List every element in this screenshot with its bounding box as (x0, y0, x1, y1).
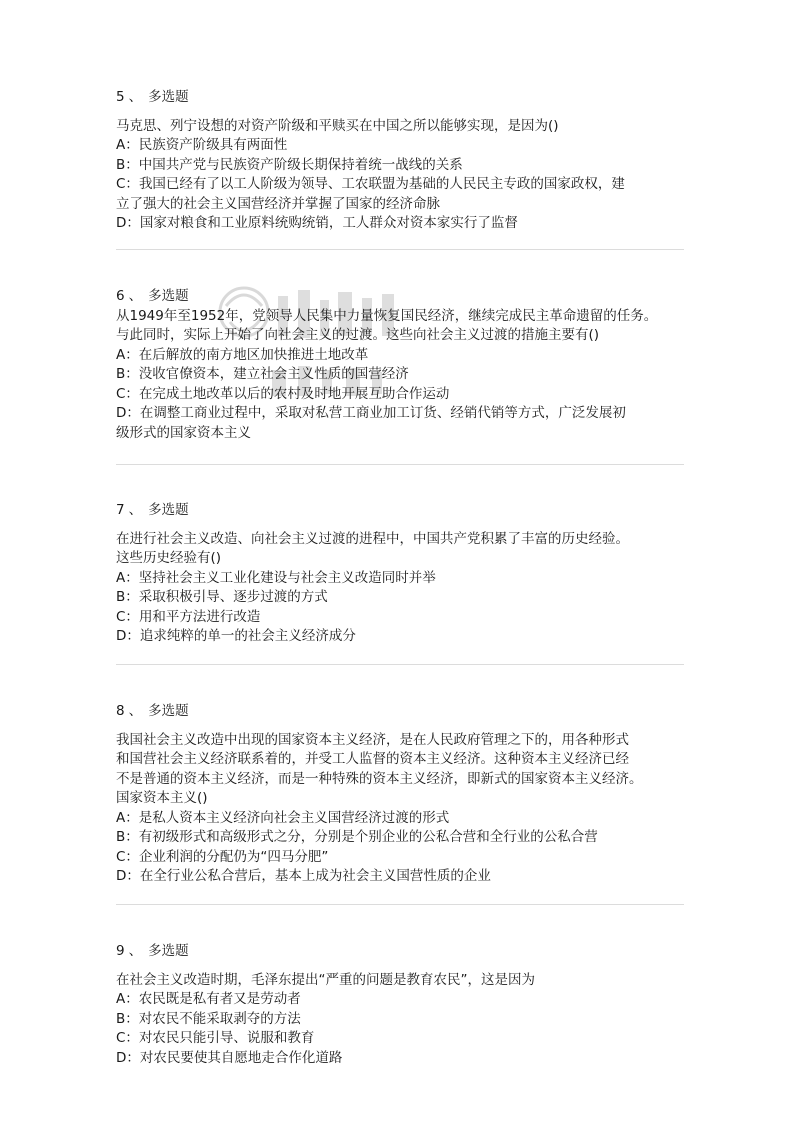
question-type: 多选题 (148, 502, 189, 518)
option-letter: A： (116, 346, 139, 363)
question-stem (116, 117, 688, 137)
question-number: 6 (116, 288, 125, 304)
question-stem-line: 国家资本主义() (116, 790, 208, 806)
question-type: 多选题 (148, 943, 189, 959)
option-letter: A： (116, 137, 139, 153)
question-number: 5 (116, 89, 125, 105)
option-a (116, 136, 688, 156)
option-text: 对农民不能采取剥夺的方法 (138, 1010, 301, 1027)
option-b (116, 828, 688, 848)
option-letter: C： (116, 1030, 139, 1046)
option-c (116, 848, 688, 868)
option-text: 是私人资本主义经济向社会主义国营经济过渡的形式 (138, 809, 450, 826)
option-d (116, 1049, 688, 1069)
question-7 (116, 501, 688, 647)
question-header (116, 501, 688, 521)
option-letter: C： (116, 385, 139, 402)
option-c (116, 608, 688, 628)
question-separator: 、 (128, 943, 143, 959)
option-letter: A： (116, 569, 139, 586)
question-stem-line: 不是普通的资本主义经济，而是一种特殊的资本主义经济，即新式的国家资本主义经济。 (116, 770, 643, 787)
option-letter: C： (116, 848, 139, 865)
option-a (116, 569, 688, 589)
question-stem-line: 这些历史经验有() (116, 550, 222, 566)
option-letter: B： (116, 366, 139, 382)
option-letter: D： (116, 628, 140, 644)
option-text: 企业利润的分配仍为“四马分肥” (138, 848, 329, 865)
question-9 (116, 942, 688, 1068)
option-text-continued: 级形式的国家资本主义 (116, 424, 251, 441)
option-letter: D： (116, 868, 140, 884)
option-text: 没收官僚资本，建立社会主义性质的国营经济 (138, 366, 409, 382)
option-text: 对农民要使其自愿地走合作化道路 (139, 1049, 343, 1066)
option-a (116, 809, 688, 829)
option-letter: D： (116, 1049, 140, 1066)
question-stem (116, 530, 688, 569)
question-stem (116, 307, 688, 346)
question-8 (116, 702, 688, 887)
question-separator: 、 (128, 502, 143, 518)
question-type: 多选题 (148, 703, 189, 719)
question-stem-line: 和国营社会主义经济联系着的，并受工人监督的资本主义经济。这种资本主义经济已经 (116, 751, 629, 767)
option-letter: B： (116, 829, 139, 845)
question-stem-line: 与此同时，实际上开始了向社会主义的过渡。这些向社会主义过渡的措施主要有() (116, 327, 600, 343)
option-text-continued: 立了强大的社会主义国营经济并掌握了国家的经济命脉 (116, 195, 440, 212)
question-6 (116, 287, 688, 443)
option-text: 在调整工商业过程中，采取对私营工商业加工订货、经销代销等方式，广泛发展初 (139, 405, 626, 421)
option-text: 国家对粮食和工业原料统购统销，工人群众对资本家实行了监督 (139, 215, 518, 231)
question-stem-line: 从1949年至1952年，党领导人民集中力量恢复国民经济，继续完成民主革命遗留的任务。 (116, 307, 658, 324)
question-header (116, 88, 688, 108)
question-header (116, 942, 688, 962)
question-stem-line: 在社会主义改造时期，毛泽东提出“严重的问题是教育农民”，这是因为 (116, 971, 535, 988)
option-b (116, 156, 688, 176)
option-text: 在全行业公私合营后，基本上成为社会主义国营性质的企业 (139, 868, 491, 884)
option-a (116, 990, 688, 1010)
option-text: 追求纯粹的单一的社会主义经济成分 (139, 628, 356, 644)
option-text: 有初级形式和高级形式之分，分别是个别企业的公私合营和全行业的公私合营 (138, 829, 598, 845)
option-letter: B： (116, 589, 139, 605)
option-letter: B： (116, 1010, 139, 1027)
option-text: 采取积极引导、逐步过渡的方式 (138, 589, 328, 605)
question-type: 多选题 (148, 288, 189, 304)
question-number: 7 (116, 502, 125, 518)
question-5 (116, 88, 688, 234)
option-letter: C： (116, 608, 139, 625)
question-stem-line: 我国社会主义改造中出现的国家资本主义经济，是在人民政府管理之下的，用各种形式 (116, 731, 629, 748)
question-number: 9 (116, 943, 125, 959)
option-text: 在完成土地改革以后的农村及时地开展互助合作运动 (138, 385, 450, 402)
question-separator: 、 (128, 288, 143, 304)
option-letter: B： (116, 156, 139, 173)
question-stem-line: 马克思、列宁设想的对资产阶级和平赎买在中国之所以能够实现，是因为() (116, 117, 559, 134)
option-b (116, 1010, 688, 1030)
question-stem-line: 在进行社会主义改造、向社会主义过渡的进程中，中国共产党积累了丰富的历史经验。 (116, 530, 629, 547)
option-text: 对农民只能引导、说服和教育 (138, 1030, 315, 1046)
option-c (116, 385, 688, 405)
option-text: 农民既是私有者又是劳动者 (138, 991, 301, 1007)
option-letter: A： (116, 809, 139, 826)
question-separator: 、 (128, 703, 143, 719)
question-divider (116, 904, 684, 905)
option-text: 在后解放的南方地区加快推进土地改革 (138, 346, 369, 363)
option-letter: C： (116, 176, 139, 192)
option-a (116, 346, 688, 366)
option-letter: A： (116, 991, 139, 1007)
question-header (116, 287, 688, 307)
option-text: 坚持社会主义工业化建设与社会主义改造同时并举 (138, 569, 436, 586)
question-divider (116, 664, 684, 665)
option-text: 用和平方法进行改造 (138, 608, 261, 625)
question-separator: 、 (128, 89, 143, 105)
question-type: 多选题 (148, 89, 189, 105)
question-stem (116, 971, 688, 991)
option-text: 民族资产阶级具有两面性 (138, 137, 288, 153)
option-c (116, 1029, 688, 1049)
question-number: 8 (116, 703, 125, 719)
option-b (116, 588, 688, 608)
option-text: 我国已经有了以工人阶级为领导、工农联盟为基础的人民民主专政的国家政权，建 (138, 176, 625, 192)
option-d (116, 867, 688, 887)
question-stem (116, 731, 688, 809)
option-text: 中国共产党与民族资产阶级长期保持着统一战线的关系 (138, 156, 463, 173)
question-divider (116, 249, 684, 250)
option-c (116, 175, 688, 214)
question-header (116, 702, 688, 722)
option-letter: D： (116, 215, 140, 231)
question-divider (116, 464, 684, 465)
option-d (116, 214, 688, 234)
option-letter: D： (116, 405, 140, 421)
option-d (116, 404, 688, 443)
option-d (116, 627, 688, 647)
option-b (116, 365, 688, 385)
